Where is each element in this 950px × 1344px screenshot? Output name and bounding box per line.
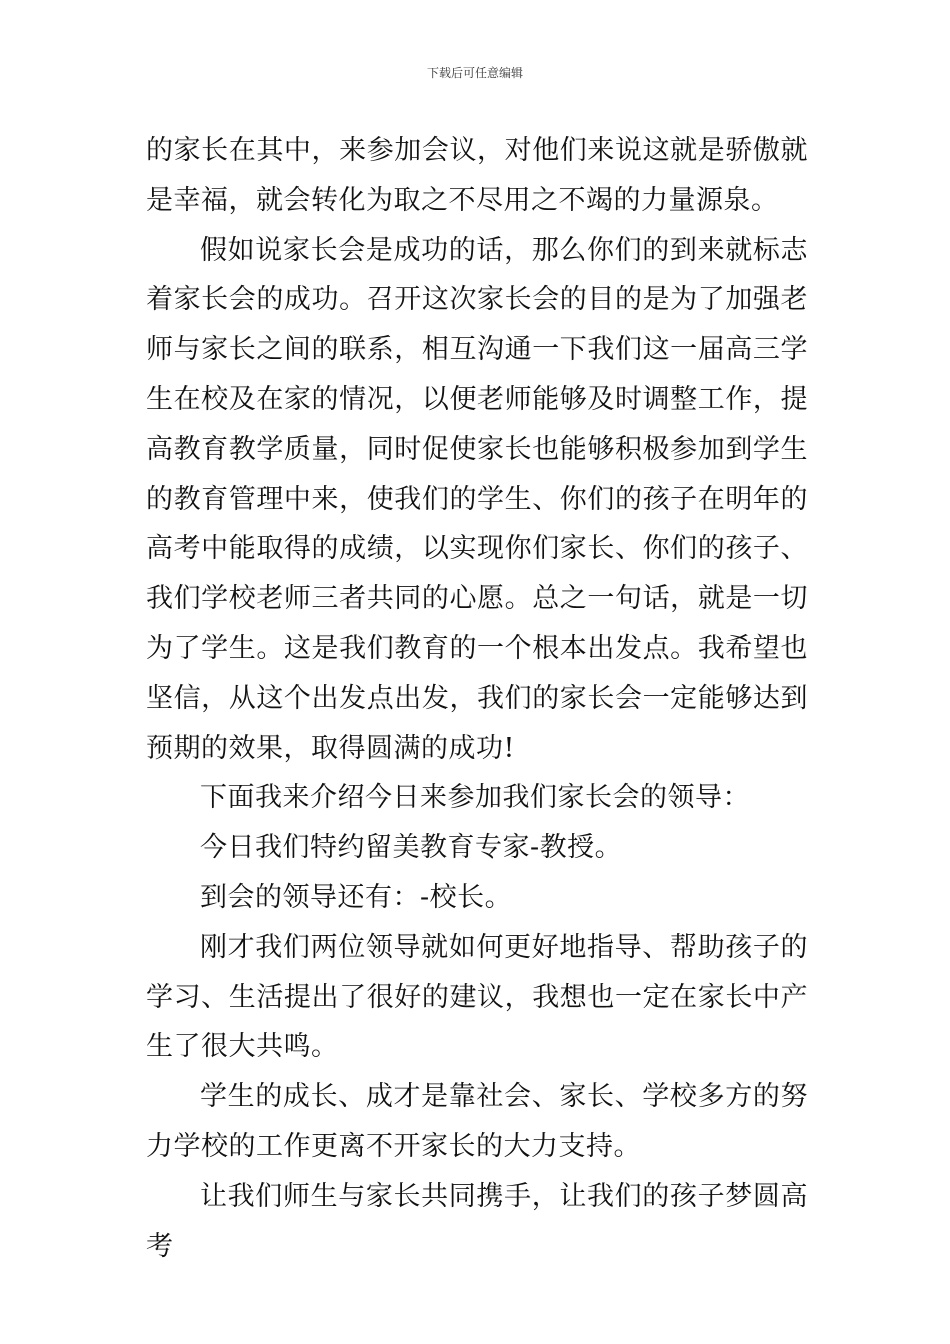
paragraph-3: 下面我来介绍今日来参加我们家长会的领导： <box>200 782 750 814</box>
paragraph-2: 假如说家长会是成功的话，那么你们的到来就标志着家长会的成功。召开这次家长会的目的是为了加强老师与家长之间的联系，相互沟通一下我们这一届高三学生在校及在家的情况，以便老师能够及时调整工作，提高教育教学质量，同时促使家长也能够积极参加到学生的教育管理中来，使我们的学生、你们的孩子在明年的高考中能取得的成绩，以实现你们家长、你们的孩子、我们学校老师三者共同的心愿。总之一句话，就是一切为了学生。这是我们教育的一个根本出发点。我希望也坚信，从这个出发点出发，我们的家长会一定能够达到预期的效果，取得圆满的成功! <box>146 234 808 764</box>
paragraph-4: 今日我们特约留美教育专家-教授。 <box>200 832 623 864</box>
paragraph-1: 的家长在其中，来参加会议，对他们来说这就是骄傲就是幸福，就会转化为取之不尽用之不竭的力量源泉。 <box>146 135 808 216</box>
page-header: 下载后可任意编辑 <box>426 66 523 80</box>
document-body <box>146 126 808 1271</box>
paragraph-6: 刚才我们两位领导就如何更好地指导、帮助孩子的学习、生活提出了很好的建议，我想也一定在家长中产生了很大共鸣。 <box>146 931 808 1063</box>
paragraph-7: 学生的成长、成才是靠社会、家长、学校多方的努力学校的工作更离不开家长的大力支持。 <box>146 1081 808 1162</box>
paragraph-8: 让我们师生与家长共同携手，让我们的孩子梦圆高考 <box>146 1180 808 1262</box>
paragraph-5: 到会的领导还有：-校长。 <box>200 881 513 913</box>
